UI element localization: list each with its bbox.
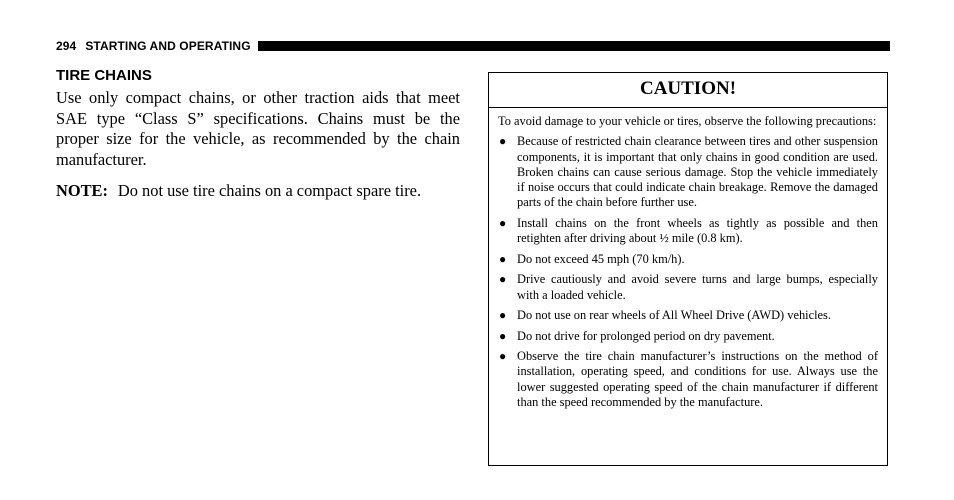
bullet-icon: ● — [499, 328, 507, 343]
caution-item — [498, 329, 878, 344]
caution-item-text: Drive cautiously and avoid severe turns and large bumps, especially with a loaded vehicle. — [517, 272, 878, 302]
caution-item — [498, 134, 878, 210]
page-number: 294 — [56, 39, 77, 53]
caution-item-text: Do not exceed 45 mph (70 km/h). — [517, 251, 685, 266]
header-rule — [258, 41, 890, 51]
caution-item-text: Do not use on rear wheels of All Wheel Drive (AWD) vehicles. — [517, 308, 831, 323]
caution-list — [498, 134, 878, 410]
caution-item-text: Observe the tire chain manufacturer’s instructions on the method of installation, operating speed, and conditions for use. Always use the lower suggested operating speed of the chain manufacturer if different than the speed recommended by the manufacture. — [517, 348, 878, 409]
caution-item — [498, 272, 878, 303]
caution-item — [498, 349, 878, 410]
caution-intro: To avoid damage to your vehicle or tires, observe the following precautions: — [498, 114, 877, 128]
caution-item — [498, 308, 878, 323]
section-title: STARTING AND OPERATING — [85, 39, 251, 53]
note — [56, 181, 460, 202]
bullet-icon: ● — [499, 134, 507, 149]
tire-chains-paragraph: Use only compact chains, or other traction aids that meet SAE type “Class S” specifications. Chains must be the proper size for the vehicle, as recommended by the chain manufacturer. — [56, 88, 460, 169]
caution-item-text: Do not drive for prolonged period on dry pavement. — [517, 328, 775, 343]
note-text: Do not use tire chains on a compact spare tire. — [117, 181, 422, 200]
bullet-icon: ● — [499, 308, 507, 323]
caution-item-text: Because of restricted chain clearance between tires and other suspension components, it is important that only chains in good condition are used. Broken chains can cause serious damage. Stop the vehicle immediately if noise occurs that could indicate chain breakage. Remove the damaged parts of the chain before further use. — [517, 134, 878, 210]
caution-item — [498, 216, 878, 247]
bullet-icon: ● — [499, 348, 507, 363]
note-label: NOTE: — [56, 181, 108, 200]
caution-item — [498, 252, 878, 267]
page-header — [56, 38, 890, 54]
tire-chains-section — [56, 66, 460, 202]
caution-title: CAUTION! — [489, 73, 887, 108]
caution-item-text: Install chains on the front wheels as tightly as possible and then retighten after driving about ½ mile (0.8 km). — [517, 215, 878, 246]
caution-body — [489, 108, 887, 410]
caution-box — [488, 72, 888, 466]
bullet-icon: ● — [499, 251, 507, 266]
tire-chains-heading: TIRE CHAINS — [56, 67, 152, 84]
bullet-icon: ● — [499, 215, 507, 230]
bullet-icon: ● — [499, 272, 507, 287]
